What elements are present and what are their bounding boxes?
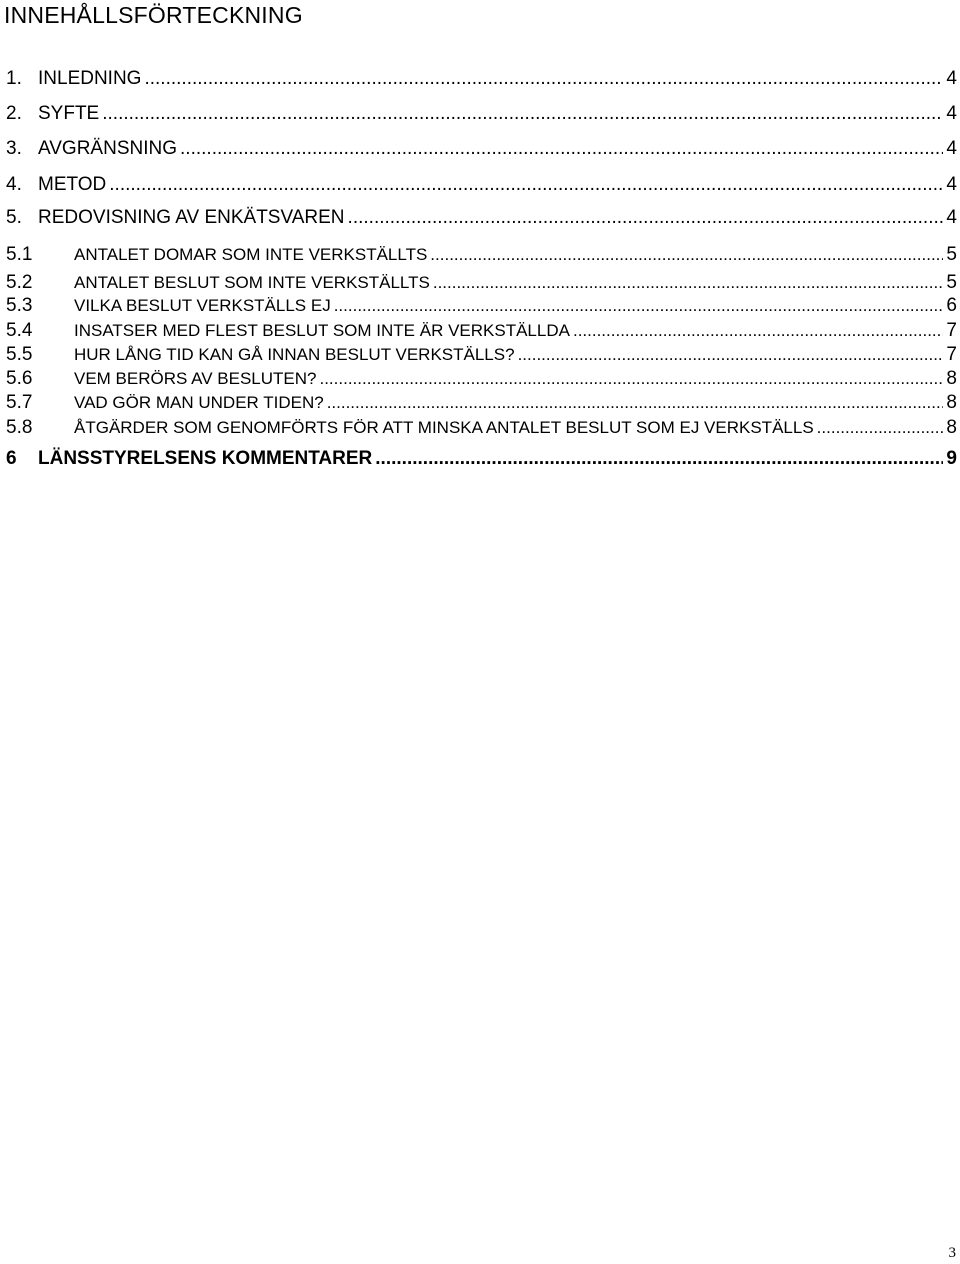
toc-entry-inledning[interactable]	[6, 69, 957, 88]
toc-entry-label: VILKA BESLUT VERKSTÄLLS EJ	[74, 296, 331, 315]
toc-entry-number: 1.	[6, 68, 22, 89]
toc-leader-dots	[430, 246, 943, 263]
toc-entry-label: REDOVISNING AV ENKÄTSVAREN	[38, 207, 345, 228]
page-title: INNEHÅLLSFÖRTECKNING	[4, 2, 303, 28]
toc-entry-label: VAD GÖR MAN UNDER TIDEN?	[74, 393, 324, 412]
toc-leader-dots	[327, 394, 944, 411]
toc-entry-5-5[interactable]	[6, 345, 957, 364]
toc-leader-dots	[518, 346, 944, 363]
toc-leader-dots	[109, 175, 943, 194]
toc-entry-page: 5	[946, 272, 957, 293]
toc-entry-number: 5.5	[6, 344, 33, 365]
toc-entry-5-8[interactable]	[6, 418, 957, 437]
table-of-contents	[6, 0, 960, 480]
toc-entry-label: METOD	[38, 174, 107, 195]
toc-entry-number: 5.4	[6, 320, 33, 341]
toc-leader-dots	[144, 69, 943, 88]
toc-entry-page: 7	[946, 320, 957, 341]
toc-leader-dots	[334, 297, 944, 314]
toc-entry-page: 4	[946, 138, 957, 159]
toc-entry-lansstyrelsens-kommentarer[interactable]	[6, 449, 957, 468]
toc-entry-page: 9	[946, 448, 957, 469]
toc-entry-number: 5.8	[6, 417, 33, 438]
toc-leader-dots	[102, 104, 943, 123]
toc-entry-page: 4	[946, 207, 957, 228]
toc-entry-page: 4	[946, 174, 957, 195]
toc-entry-number: 5.3	[6, 295, 33, 316]
toc-entry-redovisning[interactable]	[6, 208, 957, 227]
toc-entry-5-4[interactable]	[6, 321, 957, 340]
toc-entry-page: 6	[946, 295, 957, 316]
toc-entry-5-3[interactable]	[6, 296, 957, 315]
toc-entry-page: 4	[946, 103, 957, 124]
toc-entry-page: 7	[946, 344, 957, 365]
toc-entry-label: INSATSER MED FLEST BESLUT SOM INTE ÄR VERKSTÄLLDA	[74, 321, 570, 340]
page-number: 3	[948, 1245, 956, 1261]
toc-entry-label: SYFTE	[38, 103, 100, 124]
toc-entry-5-1[interactable]	[6, 245, 957, 264]
toc-entry-number: 5.2	[6, 272, 33, 293]
toc-entry-page: 4	[946, 68, 957, 89]
toc-entry-number: 5.1	[6, 244, 33, 265]
toc-entry-number: 5.7	[6, 392, 33, 413]
toc-leader-dots	[433, 274, 944, 291]
toc-leader-dots	[319, 370, 943, 387]
toc-entry-page: 8	[946, 392, 957, 413]
toc-entry-number: 4.	[6, 174, 22, 195]
toc-entry-5-6[interactable]	[6, 369, 957, 388]
toc-entry-number: 5.	[6, 207, 22, 228]
toc-entry-label: AVGRÄNSNING	[38, 138, 178, 159]
toc-entry-label: ANTALET DOMAR SOM INTE VERKSTÄLLTS	[74, 245, 428, 264]
toc-entry-label: ANTALET BESLUT SOM INTE VERKSTÄLLTS	[74, 273, 430, 292]
toc-leader-dots	[348, 208, 944, 227]
toc-entry-label: VEM BERÖRS AV BESLUTEN?	[74, 369, 317, 388]
toc-entry-5-7[interactable]	[6, 393, 957, 412]
toc-entry-label: ÅTGÄRDER SOM GENOMFÖRTS FÖR ATT MINSKA ANTALET BESLUT SOM EJ VERKSTÄLLS	[74, 418, 814, 437]
toc-entry-page: 8	[946, 368, 957, 389]
toc-entry-metod[interactable]	[6, 175, 957, 194]
toc-entry-label: INLEDNING	[38, 68, 142, 89]
toc-leader-dots	[180, 139, 943, 158]
toc-entry-number: 5.6	[6, 368, 33, 389]
toc-entry-page: 5	[946, 244, 957, 265]
toc-entry-number: 6	[6, 448, 17, 469]
toc-entry-number: 2.	[6, 103, 22, 124]
toc-leader-dots	[573, 322, 943, 339]
toc-entry-label: HUR LÅNG TID KAN GÅ INNAN BESLUT VERKSTÄLLS?	[74, 345, 515, 364]
toc-entry-avgransning[interactable]	[6, 139, 957, 158]
toc-entry-syfte[interactable]	[6, 104, 957, 123]
toc-leader-dots	[817, 419, 944, 436]
toc-entry-label: LÄNSSTYRELSENS KOMMENTARER	[38, 448, 373, 469]
toc-entry-5-2[interactable]	[6, 273, 957, 292]
toc-leader-dots	[375, 449, 943, 468]
toc-entry-number: 3.	[6, 138, 22, 159]
toc-entry-page: 8	[946, 417, 957, 438]
